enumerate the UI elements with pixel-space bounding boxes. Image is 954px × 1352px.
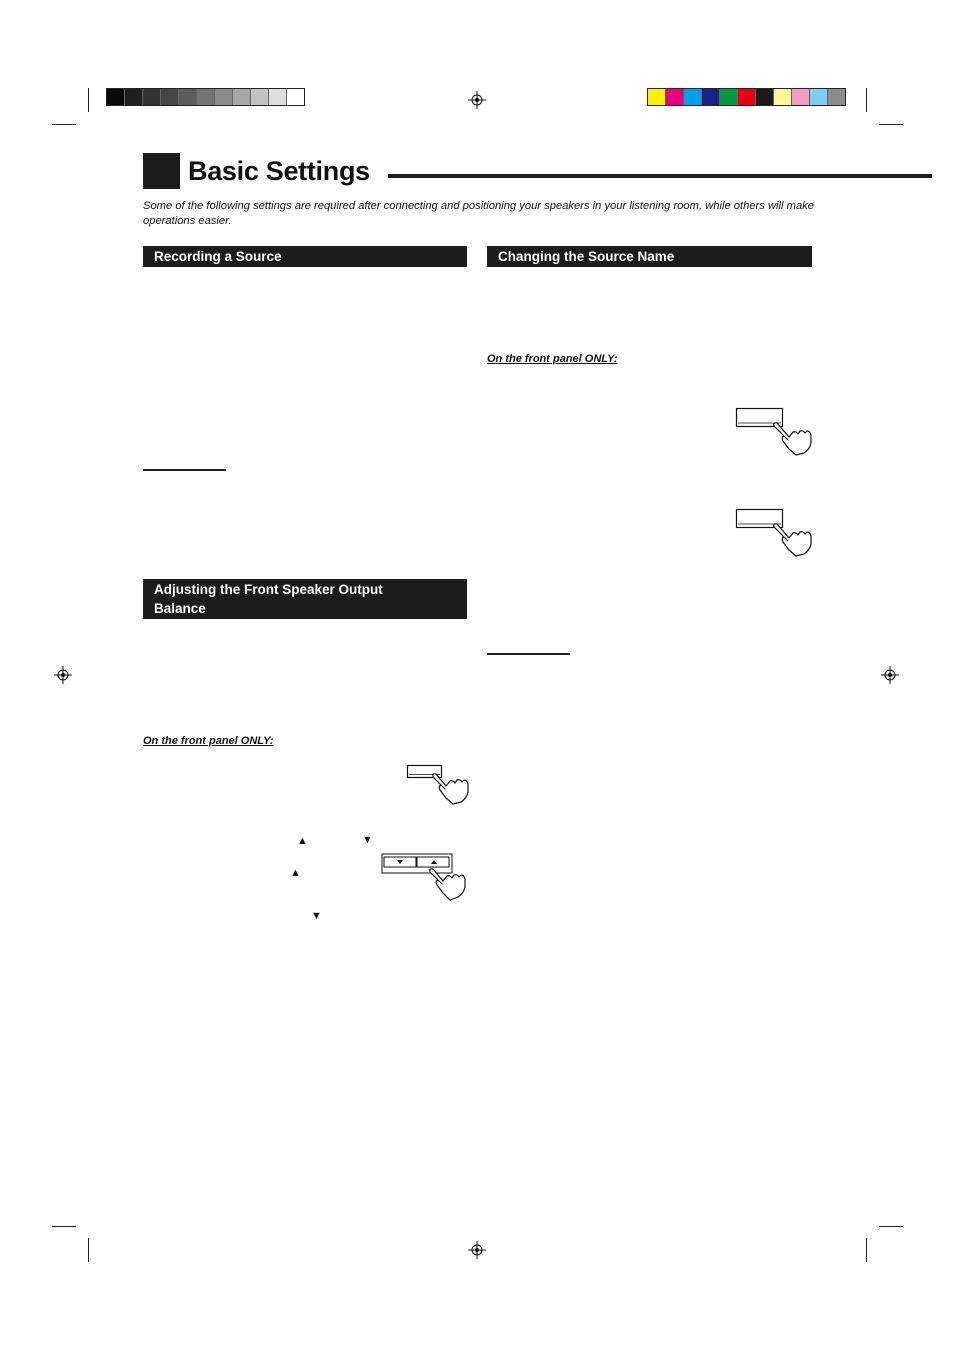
registration-mark-icon: [468, 91, 486, 109]
front-panel-button-illustration: [406, 764, 470, 806]
pointing-hand-icon: [774, 524, 811, 556]
crop-mark: [88, 88, 89, 112]
section-heading-recording: [143, 246, 467, 267]
triangle-up-icon: ▲: [290, 867, 301, 879]
color-swatch: [738, 89, 756, 105]
section-heading-text: Adjusting the Front Speaker Output: [154, 582, 383, 597]
color-swatch: [143, 89, 161, 105]
title-marker-block: [143, 153, 180, 189]
section-heading-text: Balance: [154, 601, 206, 616]
grayscale-calibration-bar: [106, 88, 305, 106]
color-swatch: [684, 89, 702, 105]
color-swatch: [792, 89, 810, 105]
note-rule: [143, 469, 226, 471]
color-swatch: [215, 89, 233, 105]
balance-up-down-button-illustration: [381, 853, 471, 903]
color-swatch: [125, 89, 143, 105]
color-swatch: [702, 89, 720, 105]
color-swatch: [756, 89, 774, 105]
color-swatch: [107, 89, 125, 105]
color-swatch: [720, 89, 738, 105]
section-heading-balance: [143, 579, 467, 619]
color-swatch: [179, 89, 197, 105]
registration-mark-icon: [54, 666, 72, 684]
triangle-down-icon: ▼: [362, 834, 373, 846]
triangle-up-icon: ▲: [297, 835, 308, 847]
color-swatch: [666, 89, 684, 105]
front-panel-button-illustration: [735, 407, 817, 457]
crop-mark: [52, 124, 76, 125]
front-panel-note: On the front panel ONLY:: [143, 735, 274, 747]
color-swatch: [251, 89, 269, 105]
color-swatch: [161, 89, 179, 105]
color-swatch: [828, 89, 845, 105]
color-swatch: [774, 89, 792, 105]
pointing-hand-icon: [433, 774, 468, 804]
triangle-down-icon: ▼: [311, 910, 322, 922]
crop-mark: [88, 1238, 89, 1262]
registration-mark-icon: [468, 1241, 486, 1259]
front-panel-note: On the front panel ONLY:: [487, 353, 618, 365]
intro-text: Some of the following settings are required after connecting and positioning your speakers in your listening room, while others will make operations easier.: [143, 200, 814, 227]
crop-mark: [866, 88, 867, 112]
color-swatch: [287, 89, 304, 105]
page-title: Basic Settings: [188, 156, 370, 186]
crop-mark: [52, 1226, 76, 1227]
title-rule: [388, 174, 932, 178]
pointing-hand-icon: [774, 423, 811, 455]
color-swatch: [233, 89, 251, 105]
color-swatch: [810, 89, 828, 105]
registration-mark-icon: [881, 666, 899, 684]
section-heading-text: Changing the Source Name: [498, 249, 675, 264]
crop-mark: [879, 124, 903, 125]
color-swatch: [269, 89, 287, 105]
note-rule: [487, 653, 570, 655]
section-heading-changing-source-name: [487, 246, 812, 267]
crop-mark: [879, 1226, 903, 1227]
color-swatch: [648, 89, 666, 105]
color-calibration-bar: [647, 88, 846, 106]
section-heading-text: Recording a Source: [154, 249, 282, 264]
color-swatch: [197, 89, 215, 105]
crop-mark: [866, 1238, 867, 1262]
front-panel-button-illustration: [735, 508, 817, 558]
